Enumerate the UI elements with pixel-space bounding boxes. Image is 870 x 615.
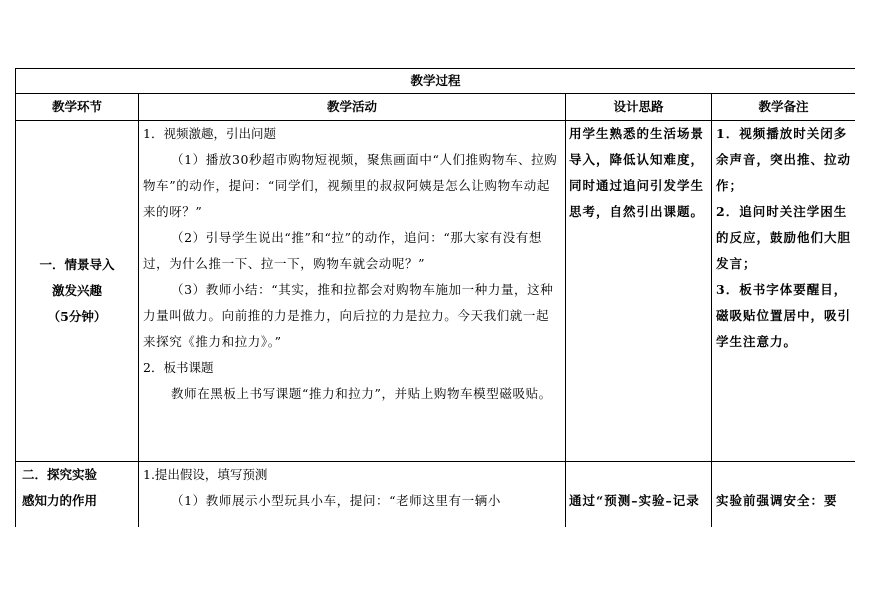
lesson-plan-sheet [15, 68, 855, 527]
table-title-row [16, 69, 856, 94]
header-stage: 教学环节 [16, 94, 139, 121]
activity-paragraph: （3）教师小结：“其实，推和拉都会对购物车施加一种力量，这种力量叫做力。向前推的力是推力，向后拉的力是拉力。今天我们就一起来探究《推力和拉力》。” [143, 282, 554, 349]
activity-heading: 1．视频激趣，引出问题 [143, 126, 276, 141]
table-header-row [16, 94, 856, 121]
activity-paragraph: （1）教师展示小型玩具小车，提问：“老师这里有一辆小 [171, 493, 501, 508]
note-item: 实验前强调安全：要 [716, 493, 838, 508]
table-row [16, 121, 856, 462]
activity-paragraph: （2）引导学生说出“推”和“拉”的动作，追问：“那大家有没有想过，为什么推一下、拉一下，购物车就会动呢？” [143, 230, 543, 271]
note-item: 1．视频播放时关闭多余声音，突出推、拉动作； [716, 126, 852, 193]
table-title: 教学过程 [16, 69, 856, 94]
activity-paragraph: （1）播放30秒超市购物短视频，聚焦画面中“人们推购物车、拉购物车”的动作，提问：“同学们，视频里的叔叔阿姨是怎么让购物车动起来的呀？” [143, 152, 558, 219]
design-cell: 用学生熟悉的生活场景导入，降低认知难度，同时通过追问引发学生思考，自然引出课题。 [566, 121, 712, 462]
activity-cell [139, 121, 566, 462]
activity-heading: 2．板书课题 [143, 360, 214, 375]
stage-cell [16, 121, 139, 462]
stage-line: 感知力的作用 [22, 493, 98, 508]
teaching-process-table [15, 68, 855, 527]
stage-line: 一．情景导入 [39, 257, 115, 272]
stage-line: 二．探究实验 [22, 467, 98, 482]
stage-cell [16, 462, 139, 528]
design-cell: 通过“预测–实验–记录 [566, 462, 712, 528]
notes-cell [712, 462, 856, 528]
stage-line: （5分钟） [47, 309, 107, 324]
table-row [16, 462, 856, 528]
stage-line: 激发兴趣 [51, 283, 102, 298]
note-item: 3．板书字体要醒目，磁吸贴位置居中，吸引学生注意力。 [716, 282, 852, 349]
note-item: 2．追问时关注学困生的反应，鼓励他们大胆发言； [716, 204, 852, 271]
activity-paragraph: 教师在黑板上书写课题“推力和拉力”，并贴上购物车模型磁吸贴。 [171, 386, 552, 401]
header-activity: 教学活动 [139, 94, 566, 121]
header-design: 设计思路 [566, 94, 712, 121]
notes-cell [712, 121, 856, 462]
activity-heading: 1.提出假设，填写预测 [143, 467, 268, 482]
header-notes: 教学备注 [712, 94, 856, 121]
activity-cell [139, 462, 566, 528]
